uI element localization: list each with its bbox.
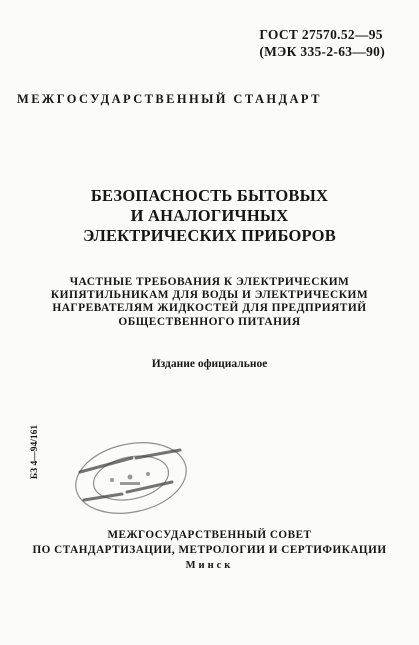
publisher-line: ПО СТАНДАРТИЗАЦИИ, МЕТРОЛОГИИ И СЕРТИФИКАЦИИ [32,544,387,556]
title-line: ЭЛЕКТРИЧЕСКИХ ПРИБОРОВ [83,226,336,245]
iec-code: (МЭК 335-2-63—90) [259,44,385,59]
document-subtitle [22,276,397,329]
edition-label: Издание официальное [151,358,268,370]
title-line: БЕЗОПАСНОСТЬ БЫТОВЫХ [90,186,329,205]
library-stamp [72,440,190,516]
publisher-line: МЕЖГОСУДАРСТВЕННЫЙ СОВЕТ [107,529,312,541]
subtitle-line: КИПЯТИЛЬНИКАМ ДЛЯ ВОДЫ И ЭЛЕКТРИЧЕСКИМ [50,289,369,302]
publisher [20,528,399,558]
side-code: БЗ 4—94/161 [30,424,40,480]
subtitle-line: ОБЩЕСТВЕННОГО ПИТАНИЯ [118,315,301,328]
standard-banner: МЕЖГОСУДАРСТВЕННЫЙ СТАНДАРТ [17,92,322,106]
title-line: И АНАЛОГИЧНЫХ [130,206,289,225]
standard-code-block [259,26,385,60]
city: Минск [185,560,234,571]
subtitle-line: ЧАСТНЫЕ ТРЕБОВАНИЯ К ЭЛЕКТРИЧЕСКИМ [69,276,350,288]
document-title [20,186,399,246]
gost-code: ГОСТ 27570.52—95 [259,27,383,42]
subtitle-line: НАГРЕВАТЕЛЯМ ЖИДКОСТЕЙ ДЛЯ ПРЕДПРИЯТИЙ [52,302,367,315]
